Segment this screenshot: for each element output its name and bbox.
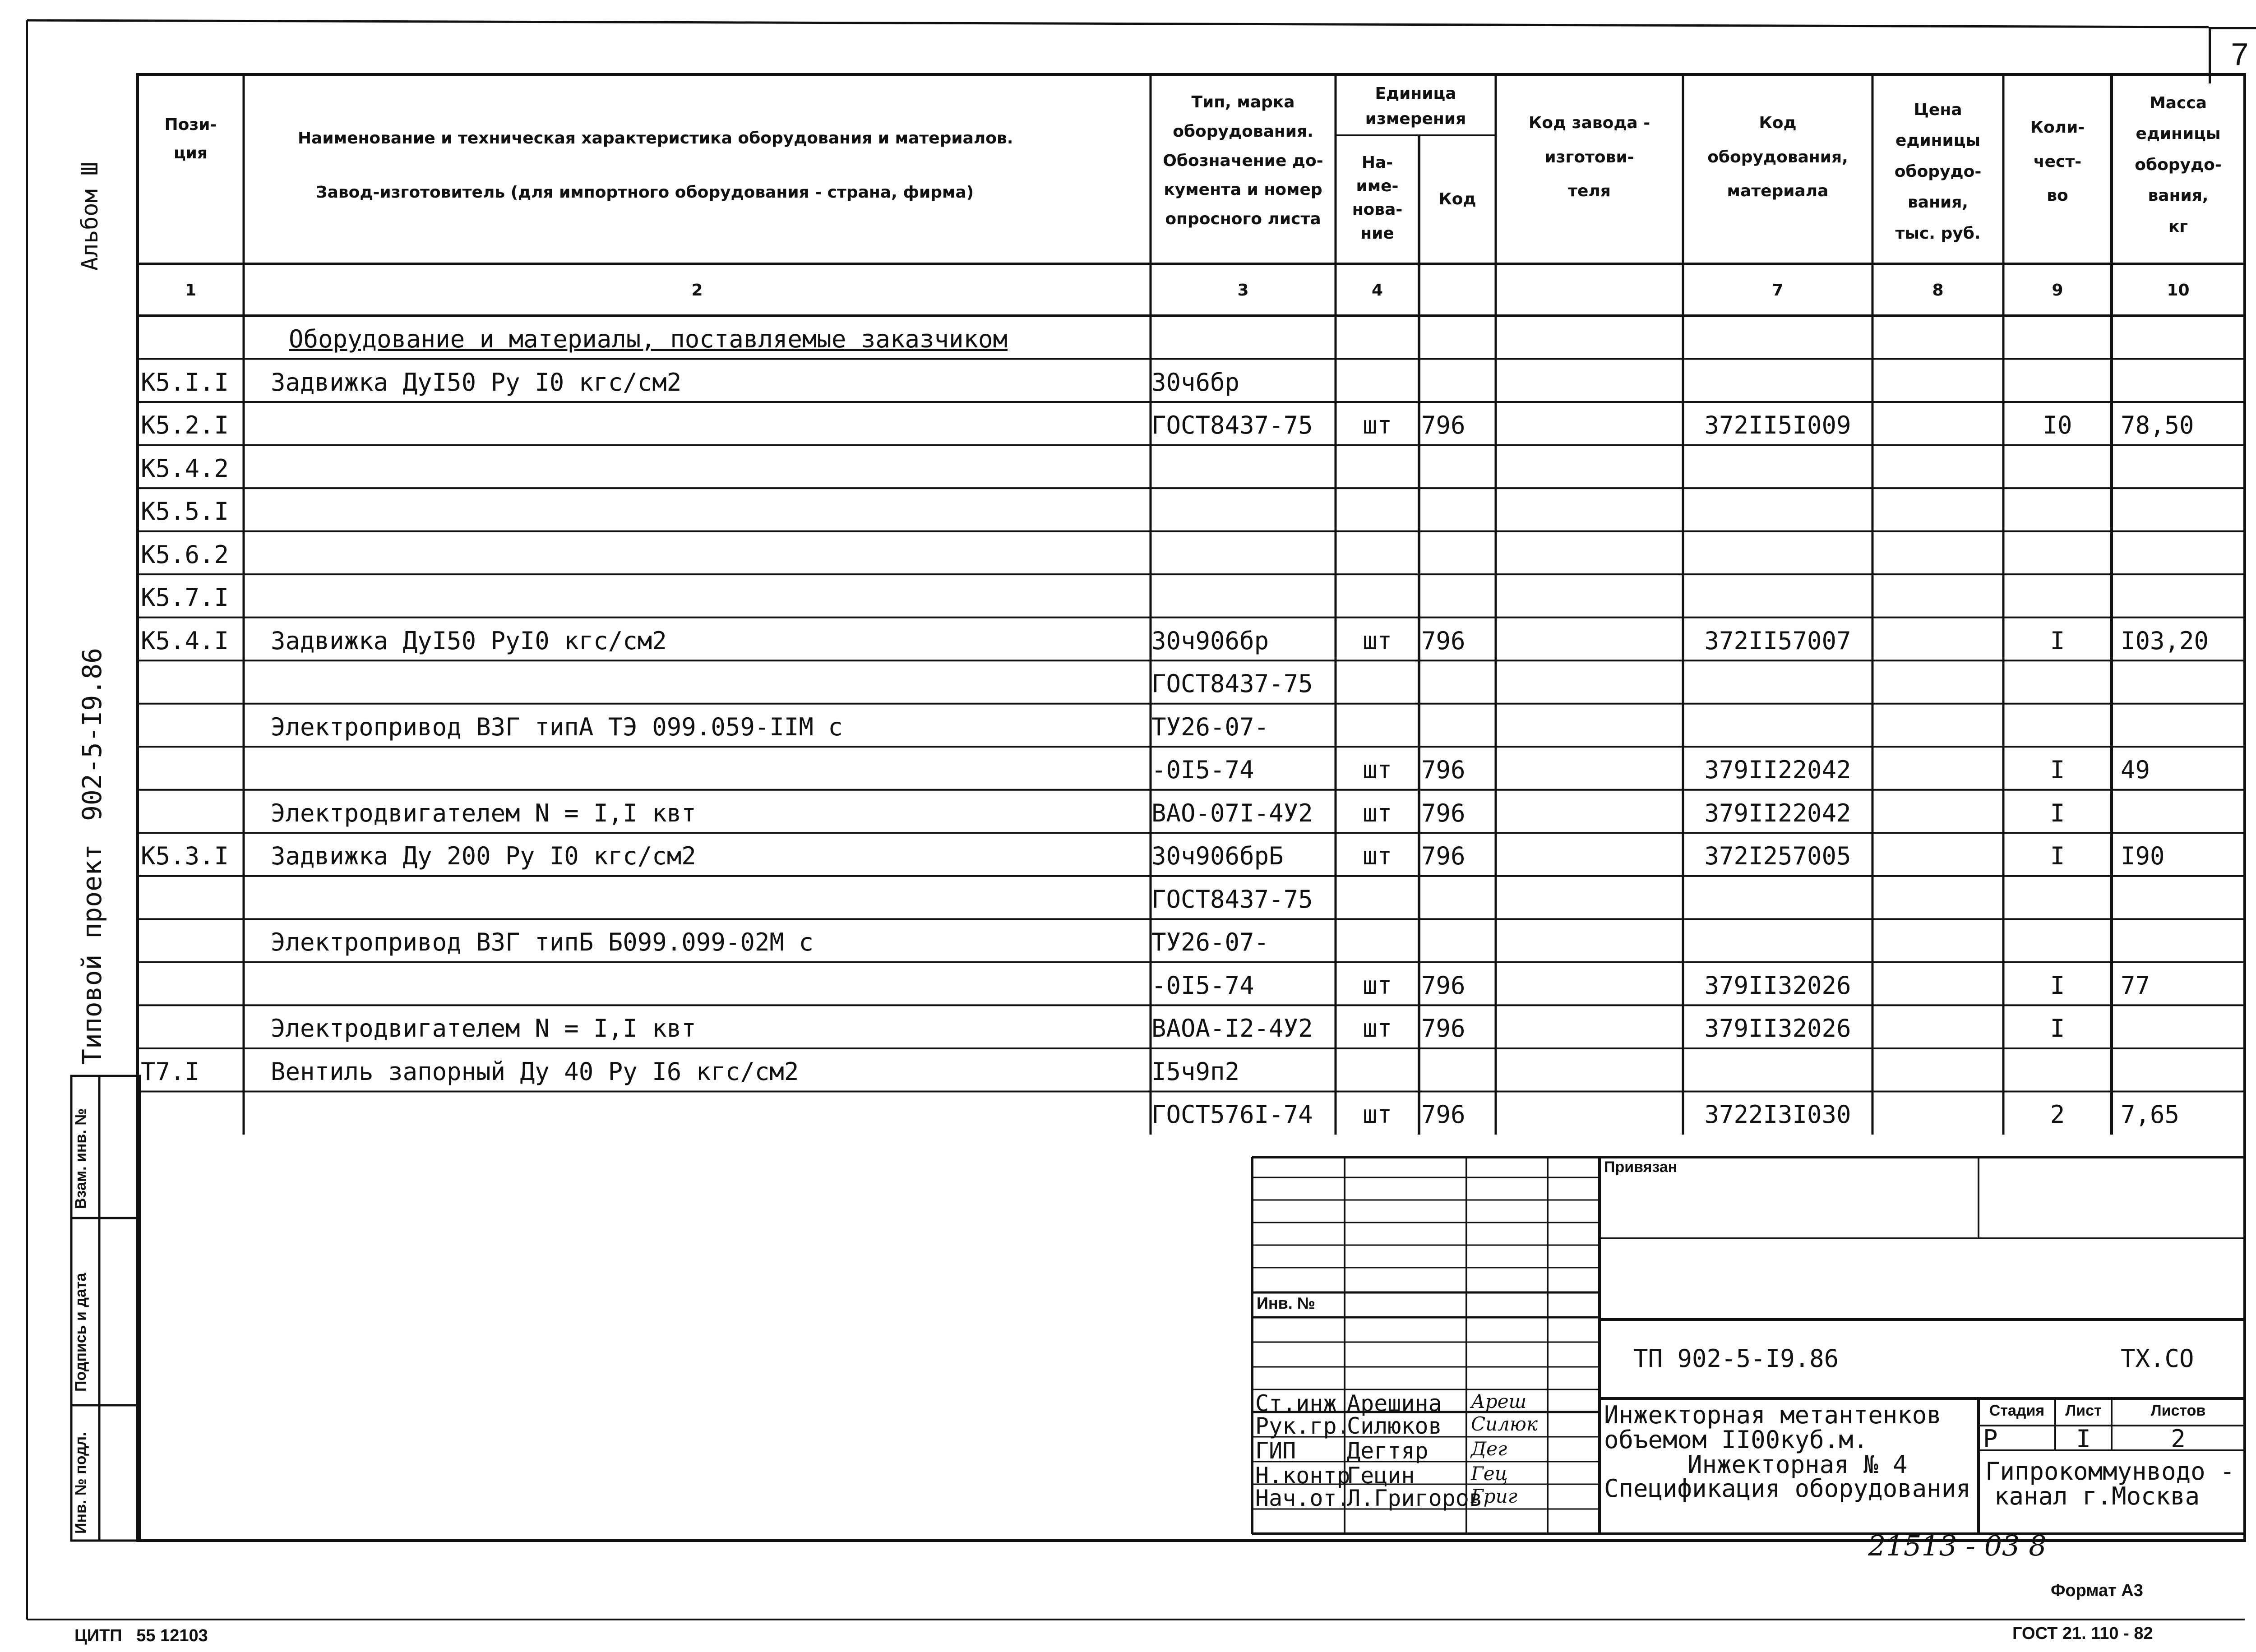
side-inv-podl: Инв. № подл. bbox=[72, 1432, 89, 1534]
stamp-signature: Силюк bbox=[1471, 1413, 1538, 1435]
stamp-sheet: I bbox=[2076, 1425, 2091, 1453]
format-label: Формат А3 bbox=[2051, 1581, 2143, 1600]
side-vzam-inv: Взам. инв. № bbox=[72, 1108, 89, 1209]
cell-position: К5.I.I bbox=[141, 368, 229, 397]
cell-name: Задвижка Ду 200 Ру I0 кгс/см2 bbox=[271, 842, 696, 871]
cell-unit: шт bbox=[1362, 626, 1392, 655]
cell-type: -0I5-74 bbox=[1151, 971, 1254, 1000]
side-podpis-data: Подпись и дата bbox=[72, 1273, 89, 1392]
cell-unit-code: 796 bbox=[1421, 626, 1465, 655]
stamp-title-line1: Инжекторная метантенков bbox=[1604, 1401, 1942, 1429]
side-project-number: 902-5-I9.86 bbox=[77, 647, 107, 821]
header-unit-name: На- име- нова- ние bbox=[1352, 153, 1403, 243]
cell-qty: I bbox=[2050, 626, 2065, 655]
cell-type: ВАО-07I-4У2 bbox=[1151, 798, 1313, 827]
cell-unit-code: 796 bbox=[1421, 971, 1465, 1000]
cell-name: Задвижка ДуI50 Ру I0 кгс/см2 bbox=[271, 368, 682, 397]
cell-unit: шт bbox=[1362, 971, 1392, 1000]
cell-type: 30ч906брБ bbox=[1151, 842, 1284, 871]
cell-mass: 7,65 bbox=[2121, 1100, 2180, 1129]
cell-qty: I0 bbox=[2043, 411, 2072, 440]
header-name-line2: Завод-изготовитель (для импортного оборудования - страна, фирма) bbox=[316, 183, 974, 202]
stamp-signature: Дег bbox=[1471, 1438, 1507, 1460]
side-album: Альбом Ш bbox=[77, 162, 103, 271]
stamp-person-name: Силюков bbox=[1347, 1413, 1442, 1439]
cell-unit-code: 796 bbox=[1421, 1100, 1465, 1129]
citp-label: ЦИТП 55 12103 bbox=[74, 1626, 208, 1645]
cell-qty: I bbox=[2050, 798, 2065, 827]
cell-unit: шт bbox=[1362, 798, 1392, 827]
cell-type: 30ч906бр bbox=[1151, 626, 1269, 655]
cell-equip-code: 3722I3I030 bbox=[1704, 1100, 1851, 1129]
stamp-title-line2: объемом II00куб.м. bbox=[1604, 1426, 1868, 1454]
header-unit-group: Единица измерения bbox=[1365, 84, 1466, 128]
cell-name: Оборудование и материалы, поставляемые заказчиком bbox=[289, 325, 1008, 353]
cell-type: ГОСТ8437-75 bbox=[1151, 411, 1313, 440]
stamp-role: Нач.от. bbox=[1255, 1485, 1350, 1511]
handwritten-number: 21513 - 03 8 bbox=[1868, 1529, 2047, 1562]
gost-label: ГОСТ 21. 110 - 82 bbox=[2012, 1624, 2153, 1643]
colnum-1: 1 bbox=[185, 281, 197, 300]
cell-unit-code: 796 bbox=[1421, 798, 1465, 827]
cell-unit-code: 796 bbox=[1421, 842, 1465, 871]
colnum-3: 3 bbox=[1237, 281, 1249, 300]
stamp-inv-no: Инв. № bbox=[1257, 1294, 1315, 1312]
cell-qty: I bbox=[2050, 842, 2065, 871]
stamp-person-name: Арешина bbox=[1347, 1390, 1442, 1417]
stamp-person-name: Гецин bbox=[1347, 1463, 1415, 1489]
cell-position: К5.5.I bbox=[141, 497, 229, 526]
cell-type: I5ч9п2 bbox=[1151, 1057, 1240, 1086]
stamp-stage: Р bbox=[1983, 1425, 1998, 1453]
cell-unit: шт bbox=[1362, 1014, 1392, 1043]
cell-mass: 49 bbox=[2121, 756, 2150, 784]
cell-mass: 78,50 bbox=[2121, 411, 2194, 440]
cell-name: Электродвигателем N = I,I квт bbox=[271, 798, 696, 827]
cell-mass: I90 bbox=[2121, 842, 2165, 871]
stamp-stage-label: Стадия bbox=[1989, 1402, 2045, 1419]
side-project-type: Типовой проект bbox=[77, 844, 107, 1065]
colnum-8: 8 bbox=[1932, 281, 1944, 300]
cell-qty: 2 bbox=[2050, 1100, 2065, 1129]
cell-type: ТУ26-07- bbox=[1151, 712, 1269, 741]
cell-type: ГОСТ576I-74 bbox=[1151, 1100, 1313, 1129]
header-pos: Пози- ция bbox=[164, 115, 217, 162]
stamp-title-line4: Спецификация оборудования bbox=[1604, 1474, 1971, 1503]
colnum-2: 2 bbox=[691, 281, 703, 300]
cell-type: ТУ26-07- bbox=[1151, 928, 1269, 957]
header-mass: Масса единицы оборудо- вания, кг bbox=[2135, 94, 2222, 236]
colnum-9: 9 bbox=[2052, 281, 2063, 300]
cell-name: Вентиль запорный Ду 40 Ру I6 кгс/см2 bbox=[271, 1057, 799, 1086]
stamp-privyazan: Привязан bbox=[1604, 1158, 1678, 1176]
header-factory: Код завода - изготови- теля bbox=[1528, 114, 1650, 201]
stamp-org-line2: канал г.Москва bbox=[1994, 1482, 2200, 1510]
cell-qty: I bbox=[2050, 1014, 2065, 1043]
stamp-sheets: 2 bbox=[2171, 1425, 2186, 1453]
cell-name: Электропривод ВЗГ типБ Б099.099-02М с bbox=[271, 928, 814, 957]
cell-qty: I bbox=[2050, 756, 2065, 784]
cell-position: К5.4.I bbox=[141, 626, 229, 655]
header-unit-code: Код bbox=[1438, 190, 1476, 208]
header-type: Тип, марка оборудования. Обозначение до- кумента и номер опросного листа bbox=[1163, 93, 1323, 229]
header-qty: Коли- чест- во bbox=[2030, 118, 2085, 205]
cell-equip-code: 379II22042 bbox=[1704, 756, 1851, 784]
cell-equip-code: 379II32026 bbox=[1704, 971, 1851, 1000]
cell-unit-code: 796 bbox=[1421, 411, 1465, 440]
cell-type: ГОСТ8437-75 bbox=[1151, 669, 1313, 698]
cell-unit: шт bbox=[1362, 1100, 1392, 1129]
stamp-sheets-label: Листов bbox=[2150, 1402, 2206, 1419]
stamp-role: Н.контр bbox=[1255, 1463, 1350, 1489]
cell-position: К5.3.I bbox=[141, 842, 229, 871]
cell-position: К5.7.I bbox=[141, 583, 229, 612]
cell-mass: I03,20 bbox=[2121, 626, 2209, 655]
cell-equip-code: 372II57007 bbox=[1704, 626, 1851, 655]
cell-unit-code: 796 bbox=[1421, 1014, 1465, 1043]
colnum-7: 7 bbox=[1772, 281, 1784, 300]
cell-unit: шт bbox=[1362, 411, 1392, 440]
stamp-signature: Гец bbox=[1471, 1463, 1508, 1485]
cell-name: Задвижка ДуI50 РуI0 кгс/см2 bbox=[271, 626, 667, 655]
cell-type: 30ч6бр bbox=[1151, 368, 1240, 397]
cell-unit-code: 796 bbox=[1421, 756, 1465, 784]
sheet-number: 7 bbox=[2231, 37, 2249, 72]
stamp-role: Рук.гр. bbox=[1255, 1413, 1350, 1439]
cell-mass: 77 bbox=[2121, 971, 2150, 1000]
cell-qty: I bbox=[2050, 971, 2065, 1000]
cell-unit: шт bbox=[1362, 756, 1392, 784]
cell-name: Электродвигателем N = I,I квт bbox=[271, 1014, 696, 1043]
stamp-signature: Ареш bbox=[1471, 1390, 1527, 1412]
header-price: Цена единицы оборудо- вания, тыс. руб. bbox=[1894, 101, 1982, 243]
stamp-person-name: Л.Григоров bbox=[1347, 1485, 1483, 1511]
cell-equip-code: 372II5I009 bbox=[1704, 411, 1851, 440]
cell-name: Электропривод ВЗГ типА ТЭ 099.059-IIМ с bbox=[271, 712, 843, 741]
colnum-10: 10 bbox=[2167, 281, 2190, 300]
cell-unit: шт bbox=[1362, 842, 1392, 871]
stamp-signature: Григ bbox=[1471, 1485, 1517, 1507]
cell-type: ГОСТ8437-75 bbox=[1151, 885, 1313, 914]
cell-equip-code: 379II22042 bbox=[1704, 798, 1851, 827]
stamp-doc-code: ТП 902-5-I9.86 bbox=[1633, 1344, 1839, 1373]
cell-equip-code: 379II32026 bbox=[1704, 1014, 1851, 1043]
cell-position: К5.6.2 bbox=[141, 540, 229, 569]
cell-position: К5.4.2 bbox=[141, 454, 229, 483]
cell-equip-code: 372I257005 bbox=[1704, 842, 1851, 871]
header-equip-code: Код оборудования, материала bbox=[1707, 114, 1848, 201]
header-name-line1: Наименование и техническая характеристика оборудования и материалов. bbox=[298, 129, 1013, 148]
cell-position: Т7.I bbox=[141, 1057, 200, 1086]
stamp-person-name: Дегтяр bbox=[1347, 1438, 1428, 1464]
cell-position: К5.2.I bbox=[141, 411, 229, 440]
stamp-doc-mark: ТХ.СО bbox=[2121, 1344, 2194, 1373]
cell-type: ВАОА-I2-4У2 bbox=[1151, 1014, 1313, 1043]
stamp-title-line3: Инжекторная № 4 bbox=[1687, 1450, 1908, 1479]
stamp-role: Ст.инж bbox=[1255, 1390, 1337, 1417]
colnum-4: 4 bbox=[1371, 281, 1383, 300]
stamp-sheet-label: Лист bbox=[2065, 1402, 2102, 1419]
stamp-role: ГИП bbox=[1255, 1438, 1296, 1464]
cell-type: -0I5-74 bbox=[1151, 756, 1254, 784]
stamp-org-line1: Гипрокоммунводо - bbox=[1985, 1457, 2235, 1486]
